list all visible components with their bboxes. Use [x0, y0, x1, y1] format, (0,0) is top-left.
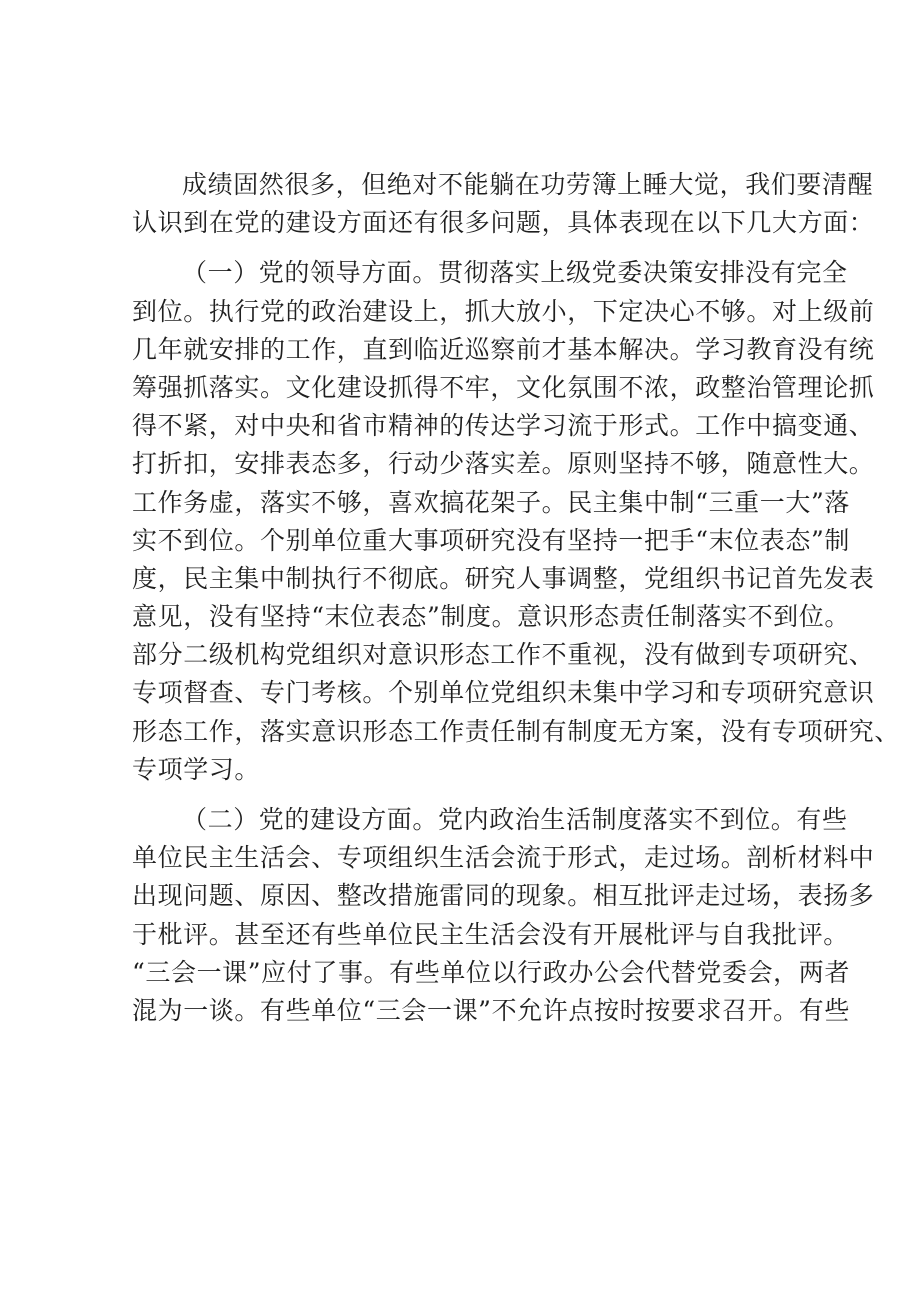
paragraph-line: 出现问题、原因、整改措施雷同的现象。相互批评走过场，表扬多	[132, 881, 875, 911]
paragraph-line: 度，民主集中制执行不彻底。研究人事调整，党组织书记首先发表	[132, 563, 875, 593]
paragraph-line: 认识到在党的建设方面还有很多问题，具体表现在以下几大方面：	[132, 208, 875, 238]
paragraph-line: （一）党的领导方面。贯彻落实上级党委决策安排没有完全	[182, 258, 848, 288]
document-body	[132, 166, 901, 1030]
paragraph-line: 得不紧，对中央和省市精神的传达学习流于形式。工作中搞变通、	[132, 411, 875, 441]
paragraph-line: 专项督查、专门考核。个别单位党组织未集中学习和专项研究意识	[132, 678, 875, 708]
paragraph-line: 单位民主生活会、专项组织生活会流于形式，走过场。剖析材料中	[132, 843, 875, 873]
paragraph-line: 到位。执行党的政治建设上，抓大放小，下定决心不够。对上级前	[132, 296, 875, 326]
paragraph-line: 几年就安排的工作，直到临近巡察前才基本解决。学习教育没有统	[132, 334, 875, 364]
paragraph-line: 筹强抓落实。文化建设抓得不牢，文化氛围不浓，政整治管理论抓	[132, 372, 875, 402]
paragraph-line: 意见，没有坚持“末位表态”制度。意识形态责任制落实不到位。	[132, 602, 850, 632]
paragraph-line: 打折扣，安排表态多，行动少落实差。原则坚持不够，随意性大。	[132, 449, 875, 479]
paragraph-line: 混为一谈。有些单位“三会一课”不允许点按时按要求召开。有些	[132, 995, 850, 1025]
paragraph-2	[132, 254, 901, 789]
paragraph-line: 专项学习。	[132, 754, 261, 784]
paragraph-spacer	[132, 789, 800, 801]
paragraph-line: （二）党的建设方面。党内政治生活制度落实不到位。有些	[182, 805, 848, 834]
paragraph-3	[132, 801, 875, 1030]
paragraph-line: 部分二级机构党组织对意识形态工作不重视，没有做到专项研究、	[132, 640, 875, 670]
paragraph-line: 成绩固然很多，但绝对不能躺在功劳簿上睡大觉，我们要清醒	[182, 170, 874, 199]
paragraph-line: 形态工作，落实意识形态工作责任制有制度无方案，没有专项研究、	[132, 716, 901, 746]
paragraph-line: “三会一课”应付了事。有些单位以行政办公会代替党委会，两者	[132, 957, 850, 987]
paragraph-line: 于枇评。甚至还有些单位民主生活会没有开展枇评与自我批评。	[132, 919, 849, 949]
paragraph-line: 实不到位。个别单位重大事项研究没有坚持一把手“末位表态”制	[132, 525, 850, 555]
paragraph-spacer	[132, 242, 800, 254]
paragraph-1	[132, 166, 875, 242]
paragraph-line: 工作务虚，落实不够，喜欢搞花架子。民主集中制“三重一大”落	[132, 487, 850, 517]
